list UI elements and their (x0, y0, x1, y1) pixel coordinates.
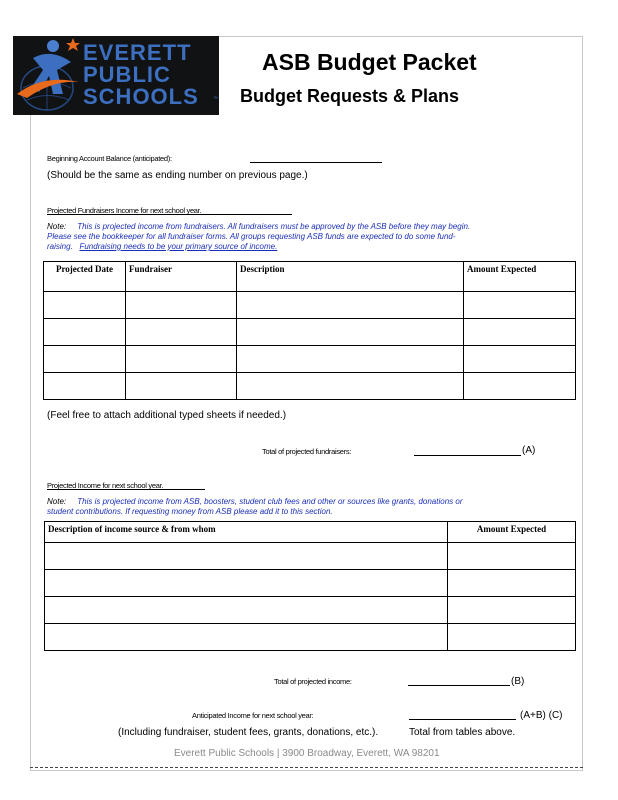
fundraisers-note-line3b: Fundraising needs to be your primary source of income. (79, 242, 278, 251)
income-section-label: Projected Income for next school year. (47, 481, 164, 490)
anticipated-total-line[interactable] (409, 719, 516, 720)
balance-input-line[interactable] (250, 162, 382, 163)
table-cell[interactable] (448, 624, 576, 651)
district-logo (13, 36, 219, 115)
income-table (44, 521, 576, 651)
anticipated-including-note: (Including fundraiser, student fees, grants, donations, etc.). (118, 727, 379, 738)
table-cell[interactable] (237, 292, 464, 319)
income-total-marker: (B) (511, 676, 525, 687)
col-fundraiser: Fundraiser (126, 262, 237, 292)
fundraisers-total-label: Total of projected fundraisers: (262, 447, 352, 456)
fundraisers-note-line3a: raising. (47, 242, 73, 251)
anticipated-from-tables: Total from tables above. (409, 727, 516, 738)
col-description: Description (237, 262, 464, 292)
fundraisers-total-line[interactable] (414, 455, 521, 456)
income-total-label: Total of projected income: (274, 677, 352, 686)
table-cell[interactable] (464, 373, 576, 400)
fundraisers-note-line2: Please see the bookkeeper for all fundraiser forms. All groups requesting ASB funds are expected to do some fund- (47, 232, 456, 241)
table-row (44, 346, 576, 373)
table-cell[interactable] (126, 373, 237, 400)
page-title: ASB Budget Packet (262, 49, 477, 75)
table-cell[interactable] (237, 319, 464, 346)
income-note (47, 497, 462, 517)
balance-label: Beginning Account Balance (anticipated): (47, 154, 172, 163)
logo-text-schools: SCHOOLS (83, 84, 199, 109)
table-cell[interactable] (448, 543, 576, 570)
table-cell[interactable] (44, 292, 126, 319)
fundraisers-total-marker: (A) (522, 445, 536, 456)
table-row (44, 373, 576, 400)
table-row (44, 319, 576, 346)
page-subtitle: Budget Requests & Plans (240, 86, 460, 106)
col-income-amount: Amount Expected (448, 522, 576, 543)
anticipated-label: Anticipated Income for next school year: (192, 711, 314, 720)
table-cell[interactable] (44, 346, 126, 373)
footer-address: Everett Public Schools | 3900 Broadway, Everett, WA 98201 (174, 748, 440, 759)
page-bottom-edge (30, 767, 583, 768)
table-cell[interactable] (44, 373, 126, 400)
table-cell[interactable] (45, 570, 448, 597)
table-header-row (44, 262, 576, 292)
income-note-line1: This is projected income from ASB, boosters, student club fees and other or sources like grants, donations or (77, 497, 463, 506)
fundraisers-section-underline (47, 214, 292, 215)
table-cell[interactable] (448, 597, 576, 624)
table-cell[interactable] (45, 543, 448, 570)
fundraisers-table (43, 261, 576, 400)
table-cell[interactable] (464, 346, 576, 373)
table-cell[interactable] (44, 319, 126, 346)
table-cell[interactable] (126, 346, 237, 373)
table-cell[interactable] (464, 319, 576, 346)
table-cell[interactable] (237, 373, 464, 400)
table-row (45, 543, 576, 570)
fundraisers-section-label: Projected Fundraisers Income for next school year. (47, 206, 202, 215)
table-cell[interactable] (237, 346, 464, 373)
col-amount-expected: Amount Expected (464, 262, 576, 292)
logo-text-everett: EVERETT (83, 40, 192, 65)
table-cell[interactable] (126, 319, 237, 346)
table-cell[interactable] (45, 624, 448, 651)
table-header-row (45, 522, 576, 543)
col-projected-date: Projected Date (44, 262, 126, 292)
col-income-description: Description of income source & from whom (45, 522, 448, 543)
income-note-line2: student contributions. If requesting money from ASB please add it to this section. (47, 507, 333, 516)
page-frame (30, 36, 583, 771)
note-label: Note: (47, 497, 67, 506)
table-cell[interactable] (448, 570, 576, 597)
table-cell[interactable] (45, 597, 448, 624)
table-row (45, 624, 576, 651)
note-label: Note: (47, 222, 67, 231)
income-section-underline (47, 489, 205, 490)
balance-note: (Should be the same as ending number on previous page.) (47, 170, 308, 181)
anticipated-marker: (A+B) (C) (520, 710, 563, 721)
attach-note: (Feel free to attach additional typed sheets if needed.) (47, 410, 287, 421)
logo-trademark: ™ (213, 96, 218, 102)
table-row (44, 292, 576, 319)
logo-text-public: PUBLIC (83, 62, 171, 87)
fundraisers-note (47, 222, 470, 252)
fundraisers-note-line1: This is projected income from fundraisers. All fundraisers must be approved by the ASB before they may begin. (77, 222, 471, 231)
table-row (45, 597, 576, 624)
table-row (45, 570, 576, 597)
table-cell[interactable] (126, 292, 237, 319)
table-cell[interactable] (464, 292, 576, 319)
logo-figure-icon (13, 36, 83, 115)
income-total-line[interactable] (408, 685, 510, 686)
